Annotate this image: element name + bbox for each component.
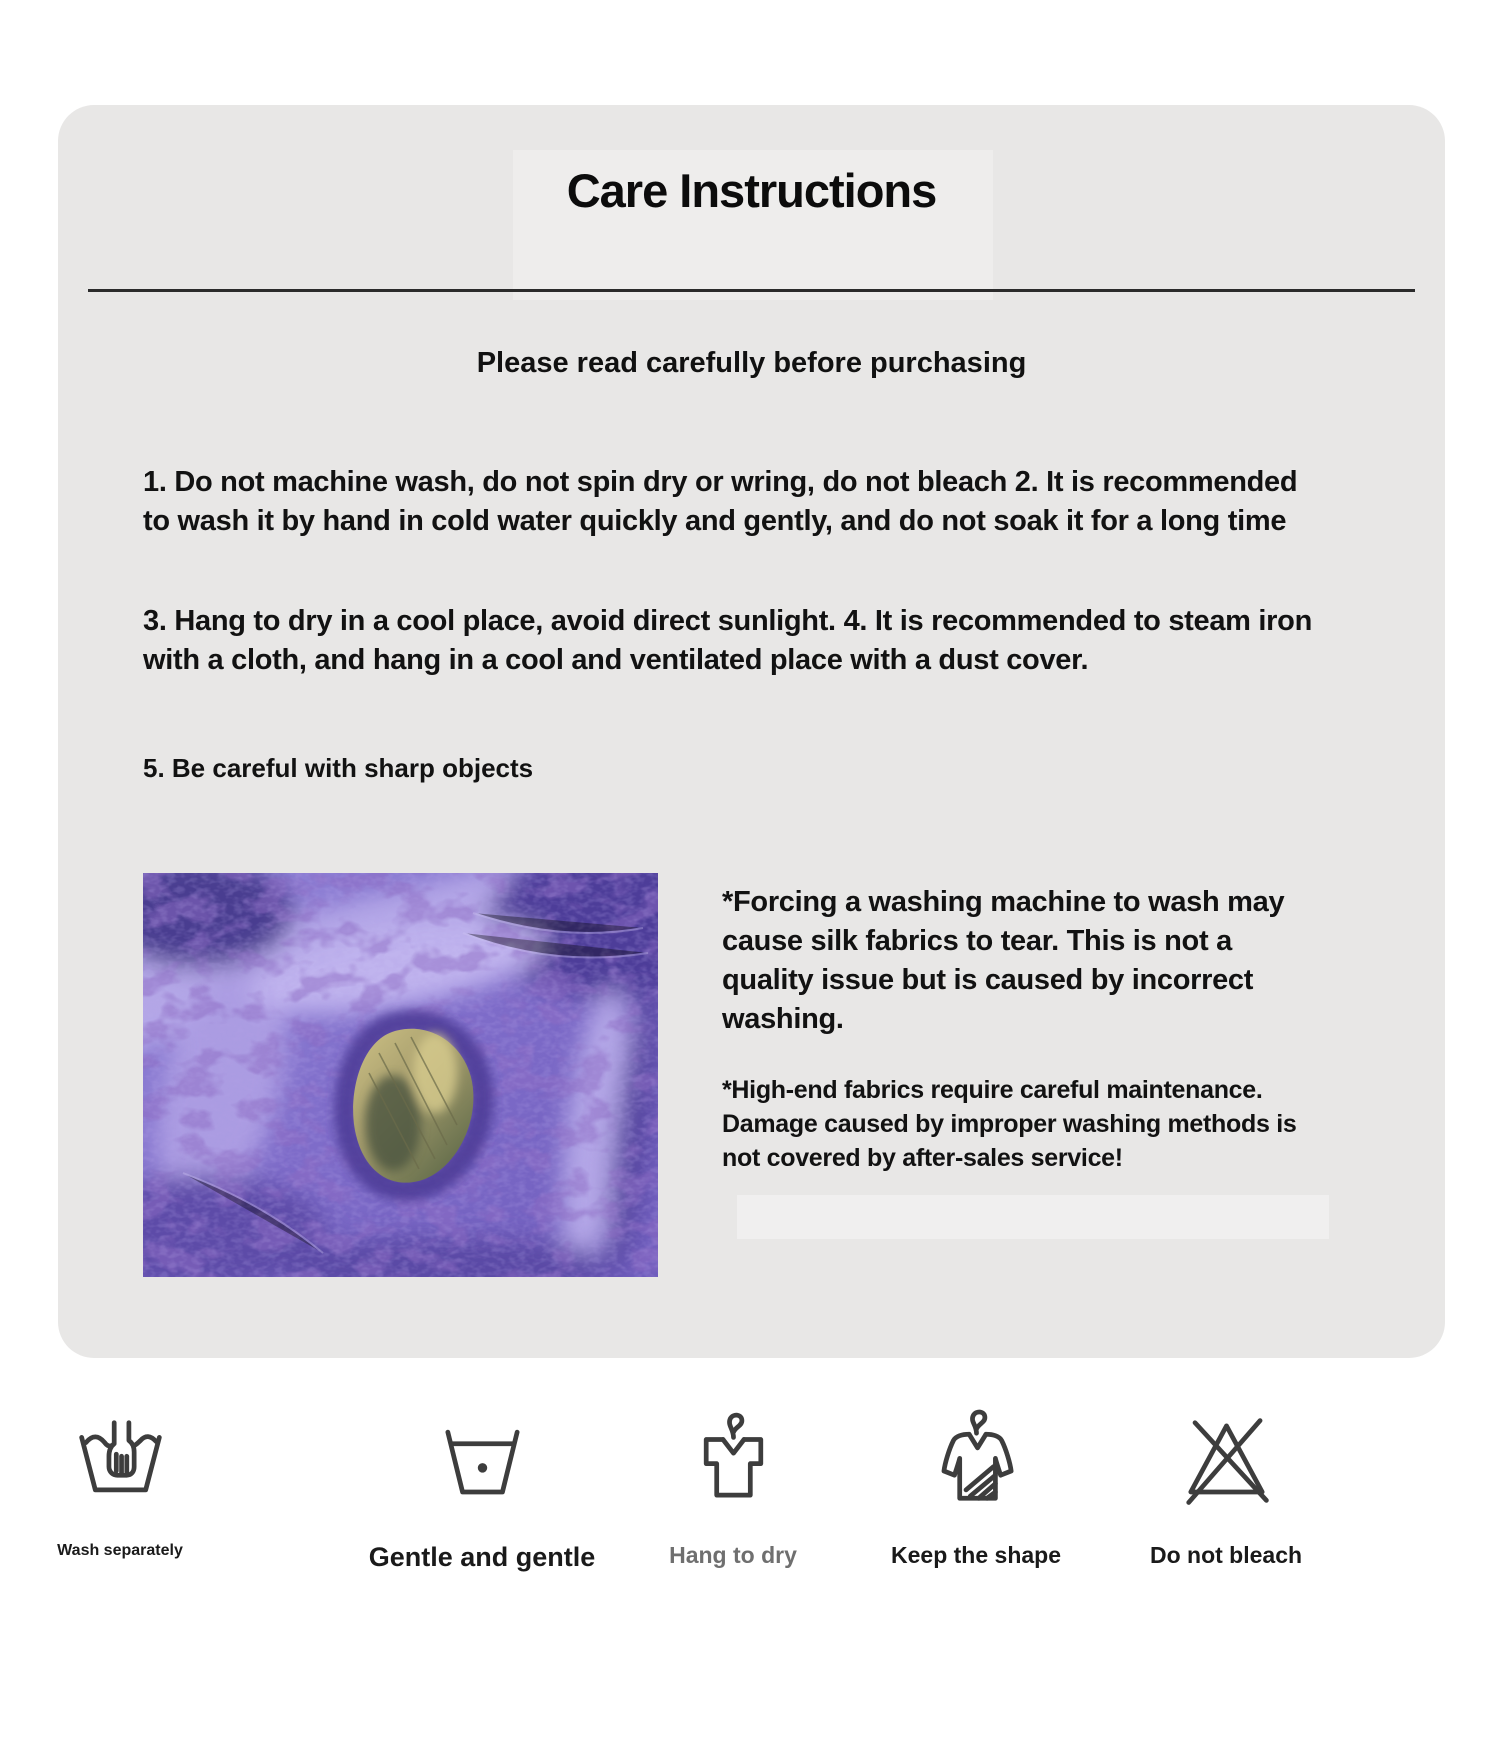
care-paragraph-1: 1. Do not machine wash, do not spin dry or wring, do not bleach 2. It is recommended to wash it by hand in cold water quickly and gently, and do not soak it for a long time — [143, 466, 1298, 537]
care-paragraph-2: 3. Hang to dry in a cool place, avoid direct sunlight. 4. It is recommended to steam iron with a cloth, and hang in a cool and ventilated place with a dust cover. — [143, 605, 1312, 676]
no-bleach-triangle-icon — [1174, 1408, 1279, 1513]
care-icon-label: Gentle and gentle — [368, 1542, 596, 1572]
keep-shape-garment-icon — [924, 1408, 1029, 1513]
care-icon-label: Wash separately — [57, 1542, 183, 1559]
sharp-objects-note: 5. Be careful with sharp objects — [143, 753, 534, 783]
page-title: Care Instructions — [566, 164, 937, 217]
care-card — [58, 105, 1445, 1358]
care-icon-item-no-bleach — [1106, 1408, 1346, 1569]
care-icon-label: Do not bleach — [1149, 1542, 1303, 1568]
hand-wash-basin-icon — [430, 1408, 535, 1513]
subtitle: Please read carefully before purchasing — [476, 347, 1027, 379]
care-icon-label: Hang to dry — [669, 1542, 797, 1568]
wash-separately-icon — [68, 1408, 173, 1513]
shirt-on-hanger-icon — [681, 1408, 786, 1513]
care-icon-item-hang-dry — [613, 1408, 853, 1569]
care-icon-label: Keep the shape — [891, 1542, 1061, 1568]
fabric-image — [143, 873, 658, 1277]
warning-secondary: *High-end fabrics require careful maintenance. Damage caused by improper washing methods is not covered by after-sales service! — [722, 1076, 1297, 1172]
divider-line — [88, 289, 1415, 292]
warning-primary: *Forcing a washing machine to wash may cause silk fabrics to tear. This is not a quality issue but is caused by incorrect washing. — [722, 886, 1285, 1035]
highlight-bar — [737, 1195, 1329, 1239]
care-icon-item-wash-separately — [0, 1408, 240, 1560]
care-icon-item-keep-shape — [856, 1408, 1096, 1569]
care-icon-item-gentle — [362, 1408, 602, 1573]
